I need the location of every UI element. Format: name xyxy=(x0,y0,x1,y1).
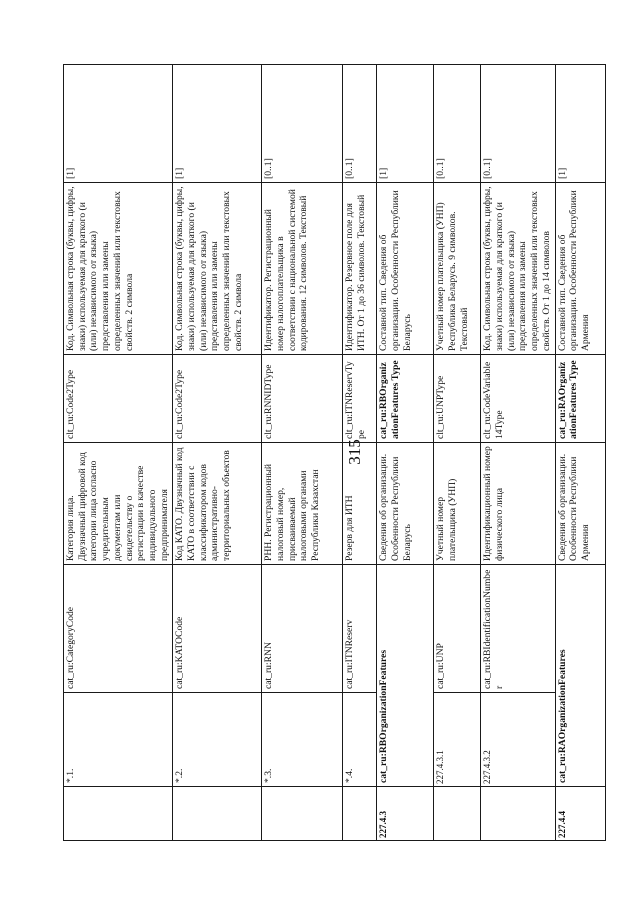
element-type: clt_ru:Code2Type xyxy=(64,354,173,442)
element-format: Идентификатор. Резервное поле для ИТН. От 1 до 36 символов. Текстовый xyxy=(343,182,377,354)
indent-cell xyxy=(64,786,173,840)
element-format: Код. Символьная строка (буквы, цифры, знаки) используемая для краткого (и (или) независимого от языка) представления или замены определенных значений или текстовых свойств. 2 символа xyxy=(64,182,173,354)
table-row xyxy=(481,64,555,840)
element-format: Составной тип. Сведения об организации. Особенности Республики Беларусь xyxy=(377,182,434,354)
element-format: Идентификатор. Регистрационный номер налогоплательщика в соответствии с национальной системой кодирования. 12 символов. Текстовый xyxy=(262,182,343,354)
element-multiplicity: [1] xyxy=(173,64,262,182)
element-multiplicity: [0..1] xyxy=(434,64,481,182)
element-name: cat_ru:UNP xyxy=(434,564,481,692)
element-multiplicity: [0..1] xyxy=(481,64,555,182)
table-row xyxy=(377,64,434,840)
page-number: 315 xyxy=(345,439,364,465)
row-number: 227.4.3 xyxy=(377,786,434,840)
element-description: Идентификационный номер физического лица xyxy=(481,442,555,564)
element-description: Код КАТО. Двузначный код КАТО в соответствии с классификатором кодов административно-территориальных объектов xyxy=(173,442,262,564)
table-row xyxy=(64,64,173,840)
indent-cell xyxy=(173,786,262,840)
element-type: cat_ru:RBOrganizationFeatures Type xyxy=(377,354,434,442)
element-format: Код. Символьная строка (буквы, цифры, знаки) используемая для краткого (и (или) независимого от языка) представления или замены определенных значений или текстовых свойств. От 1 до 14 символов xyxy=(481,182,555,354)
element-specification-table xyxy=(63,64,606,841)
element-type: cat_ru:RAOrganizationFeatures Type xyxy=(555,354,605,442)
indent-cell xyxy=(343,786,377,840)
element-type: clt_ru:UNPType xyxy=(434,354,481,442)
element-name: cat_ru:RBIdentificationNumber xyxy=(481,564,555,692)
element-multiplicity: [1] xyxy=(555,64,605,182)
row-number: *.4. xyxy=(343,692,377,786)
element-name: cat_ru:CategoryCode xyxy=(64,564,173,692)
row-number: *.2. xyxy=(173,692,262,786)
element-description: РНН. Регистрационный налоговый номер, присваиваемый налоговыми органами Республики Казахстан xyxy=(262,442,343,564)
element-format: Составной тип. Сведения об организации. Особенности Республики Армения xyxy=(555,182,605,354)
element-name: cat_ru:ITNReserv xyxy=(343,564,377,692)
element-format: Код. Символьная строка (буквы, цифры, знаки) используемая для краткого (и (или) независимого от языка) представления или замены определенных значений или текстовых свойств. 2 символа xyxy=(173,182,262,354)
table-row xyxy=(262,64,343,840)
row-number: *.3. xyxy=(262,692,343,786)
element-description: Сведения об организации. Особенности Республики Армения xyxy=(555,442,605,564)
row-number: *.1. xyxy=(64,692,173,786)
element-type: clt_ru:Code2Type xyxy=(173,354,262,442)
element-multiplicity: [0..1] xyxy=(262,64,343,182)
element-description: Резерв для ИТН xyxy=(343,442,377,564)
element-description: Категория лица. Двузначный цифровой код категории лица согласно учредительным документам или свидетельству о регистрации в качестве индивидуального предпринимателя xyxy=(64,442,173,564)
element-name: cat_ru:RNN xyxy=(262,564,343,692)
element-type: clt_ru:ITNReservType xyxy=(343,354,377,442)
row-number: 227.4.3.1 xyxy=(434,692,481,786)
element-name: cat_ru:RBOrganizationFeatures xyxy=(377,564,434,786)
indent-cell xyxy=(481,786,555,840)
table-row xyxy=(173,64,262,840)
element-type: clt_ru:RNNIDType xyxy=(262,354,343,442)
element-multiplicity: [0..1] xyxy=(343,64,377,182)
rotated-table-wrapper xyxy=(63,65,591,841)
row-number: 227.4.3.2 xyxy=(481,692,555,786)
table-row xyxy=(555,64,605,840)
indent-cell xyxy=(434,786,481,840)
table-row xyxy=(343,64,377,840)
element-multiplicity: [1] xyxy=(377,64,434,182)
element-name: cat_ru:KATOCode xyxy=(173,564,262,692)
element-type: clt_ru:CodeVariable14Type xyxy=(481,354,555,442)
element-description: Сведения об организации. Особенности Республики Беларусь xyxy=(377,442,434,564)
element-description: Учетный номер плательщика (УНП) xyxy=(434,442,481,564)
table-row xyxy=(434,64,481,840)
element-multiplicity: [1] xyxy=(64,64,173,182)
element-format: Учетный номер плательщика (УНП) Республика Беларусь. 9 символов. Текстовый xyxy=(434,182,481,354)
indent-cell xyxy=(262,786,343,840)
row-number: 227.4.4 xyxy=(555,786,605,840)
element-name: cat_ru:RAOrganizationFeatures xyxy=(555,564,605,786)
